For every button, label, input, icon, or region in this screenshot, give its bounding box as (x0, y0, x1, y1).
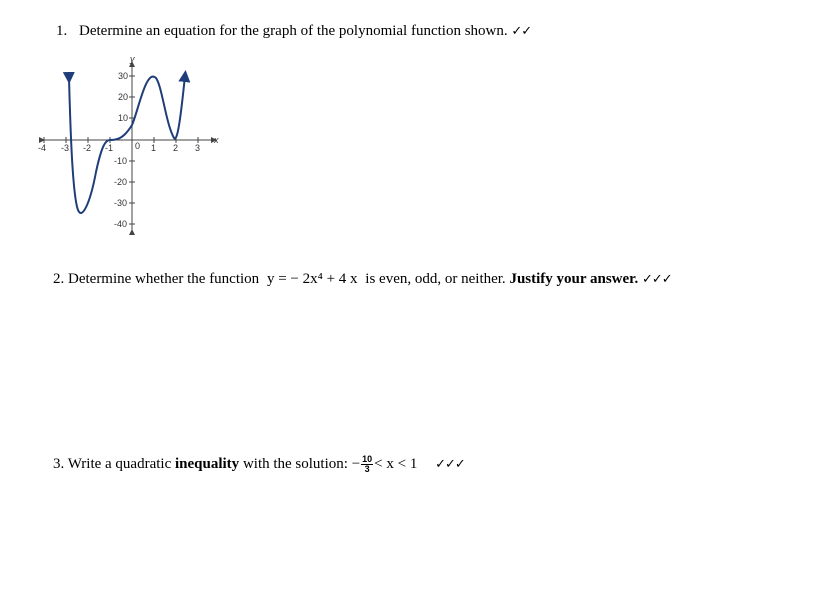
question-3-text: 3. Write a quadratic (53, 456, 172, 472)
fraction-numerator: 10 (362, 454, 373, 465)
x-tick-label: -3 (61, 143, 70, 153)
question-3-keyword: inequality (175, 456, 240, 472)
y-tick-label: 30 (118, 71, 129, 81)
question-2-text-after: is even, odd, or neither. (365, 271, 506, 287)
question-3 (53, 455, 465, 474)
question-2 (53, 270, 672, 289)
question-2-equation: y = − 2x⁴ + 4 x (266, 271, 358, 287)
question-1-number: 1. (56, 23, 68, 39)
question-1 (56, 22, 531, 41)
question-2-text: 2. Determine whether the function (53, 271, 260, 287)
y-axis-label: y (130, 54, 135, 64)
x-tick-label: 1 (151, 143, 157, 153)
y-tick-label: 20 (118, 92, 129, 102)
y-tick-label: 10 (118, 113, 129, 123)
question-2-checkmarks: ✓✓✓ (641, 272, 672, 287)
x-tick-label: -4 (38, 143, 47, 153)
question-3-text-mid: with the solution: (242, 456, 348, 472)
x-axis-label: x (214, 135, 219, 145)
x-tick-label: 0 (135, 141, 141, 151)
question-3-fraction (361, 455, 373, 474)
x-tick-label: 3 (195, 143, 201, 153)
x-tick-label: -1 (105, 143, 114, 153)
y-tick-label: -40 (114, 219, 128, 229)
y-tick-label: -10 (114, 156, 128, 166)
y-tick-label: -30 (114, 198, 128, 208)
x-tick-label: 2 (173, 143, 179, 153)
y-tick-label: -20 (114, 177, 128, 187)
polynomial-graph (34, 54, 224, 239)
fraction-denominator: 3 (364, 464, 370, 475)
question-3-checkmarks: ✓✓✓ (435, 457, 465, 472)
question-3-inequality: < x < 1 (374, 456, 418, 472)
question-3-minus: − (351, 456, 361, 472)
question-1-checkmarks: ✓✓ (511, 24, 532, 39)
question-1-text: Determine an equation for the graph of the polynomial function shown. (79, 23, 508, 39)
x-tick-label: -2 (83, 143, 92, 153)
question-2-instruction: Justify your answer. (509, 271, 639, 287)
